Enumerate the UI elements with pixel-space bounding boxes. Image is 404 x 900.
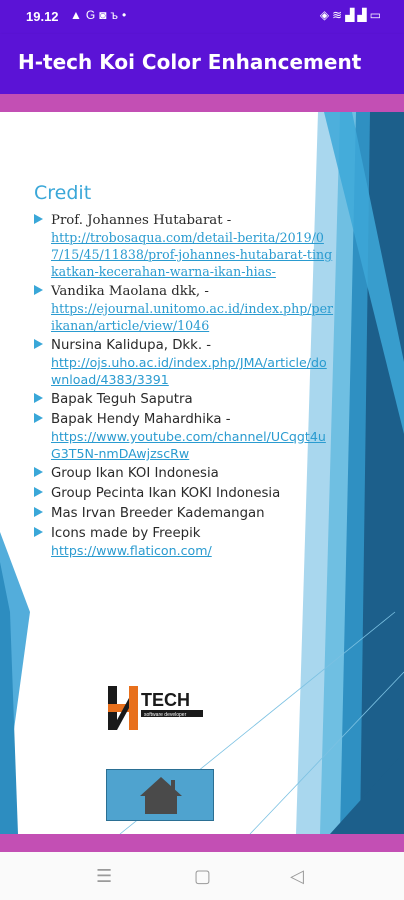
credit-link[interactable]: http://trobosaqua.com/detail-berita/2019/07/15/45/11838/prof-johannes-hutabarat-tingkatkan-kecerahan-warna-ikan-hias- <box>51 230 333 279</box>
bottom-accent-stripe <box>0 834 404 852</box>
credit-item <box>34 391 334 408</box>
google-icon: G <box>85 8 100 22</box>
credit-item <box>34 283 334 334</box>
bullet-icon <box>34 214 43 224</box>
back-icon[interactable]: ◁ <box>290 866 304 887</box>
status-time: 19.12 <box>26 9 59 24</box>
bullet-icon <box>34 339 43 349</box>
system-nav-bar <box>0 852 404 900</box>
home-button[interactable] <box>106 769 214 821</box>
bullet-icon <box>34 393 43 403</box>
credit-item <box>34 411 334 462</box>
status-bar <box>0 0 404 34</box>
credit-list <box>34 212 334 562</box>
bullet-icon <box>34 487 43 497</box>
credit-item <box>34 485 334 502</box>
home-square-icon[interactable]: ▢ <box>194 866 212 887</box>
bullet-icon <box>34 413 43 423</box>
top-accent-stripe <box>0 94 404 112</box>
app-title: H-tech Koi Color Enhancement <box>18 50 362 74</box>
credit-item <box>34 337 334 388</box>
logo-tagline: software developer <box>144 712 187 718</box>
instagram-icon: ◙ <box>99 8 111 22</box>
credit-link[interactable]: http://ojs.uho.ac.id/index.php/JMA/article/download/4383/3391 <box>51 355 327 387</box>
credit-name: Group Pecinta Ikan KOKI Indonesia <box>51 486 281 501</box>
signal-icon: ▟ <box>345 8 358 22</box>
credit-name: Nursina Kalidupa, Dkk. - <box>51 338 212 353</box>
credit-link[interactable]: https://www.youtube.com/channel/UCqgt4uG3T5N-nmDAwjzscRw <box>51 429 326 461</box>
home-icon <box>107 770 215 822</box>
credit-name: Mas Irvan Breeder Kademangan <box>51 506 265 521</box>
status-right-icons <box>320 8 384 22</box>
bullet-icon <box>34 507 43 517</box>
bullet-icon <box>34 527 43 537</box>
app-bar <box>0 34 404 94</box>
app-icon: ъ <box>110 8 122 22</box>
credit-name: Bapak Teguh Saputra <box>51 392 193 407</box>
credits-content[interactable] <box>0 112 404 834</box>
credit-title: Credit <box>34 182 92 204</box>
credit-item <box>34 525 334 559</box>
vibrate-icon: ◈ <box>319 8 333 22</box>
recents-icon[interactable]: ☰ <box>96 866 113 887</box>
logo-text: TECH <box>141 690 190 710</box>
credit-name: Prof. Johannes Hutabarat - <box>51 213 232 228</box>
signal-icon: ▟ <box>357 8 370 22</box>
bullet-icon <box>34 467 43 477</box>
dot-icon: • <box>121 8 131 22</box>
credit-name: Vandika Maolana dkk, - <box>51 284 209 299</box>
credit-name: Group Ikan KOI Indonesia <box>51 466 219 481</box>
credit-link[interactable]: https://www.flaticon.com/ <box>51 543 212 558</box>
credit-item <box>34 505 334 522</box>
bullet-icon <box>34 285 43 295</box>
credit-item <box>34 212 334 280</box>
status-left-icons <box>70 8 130 22</box>
credit-item <box>34 465 334 482</box>
battery-icon: ▭ <box>369 8 384 22</box>
htech-logo <box>106 684 208 732</box>
wifi-icon: ≋ <box>332 8 346 22</box>
credit-name: Icons made by Freepik <box>51 526 201 541</box>
credit-name: Bapak Hendy Mahardhika - <box>51 412 231 427</box>
credit-link[interactable]: https://ejournal.unitomo.ac.id/index.php/perikanan/article/view/1046 <box>51 301 334 333</box>
notification-icon: ▲ <box>70 8 86 22</box>
